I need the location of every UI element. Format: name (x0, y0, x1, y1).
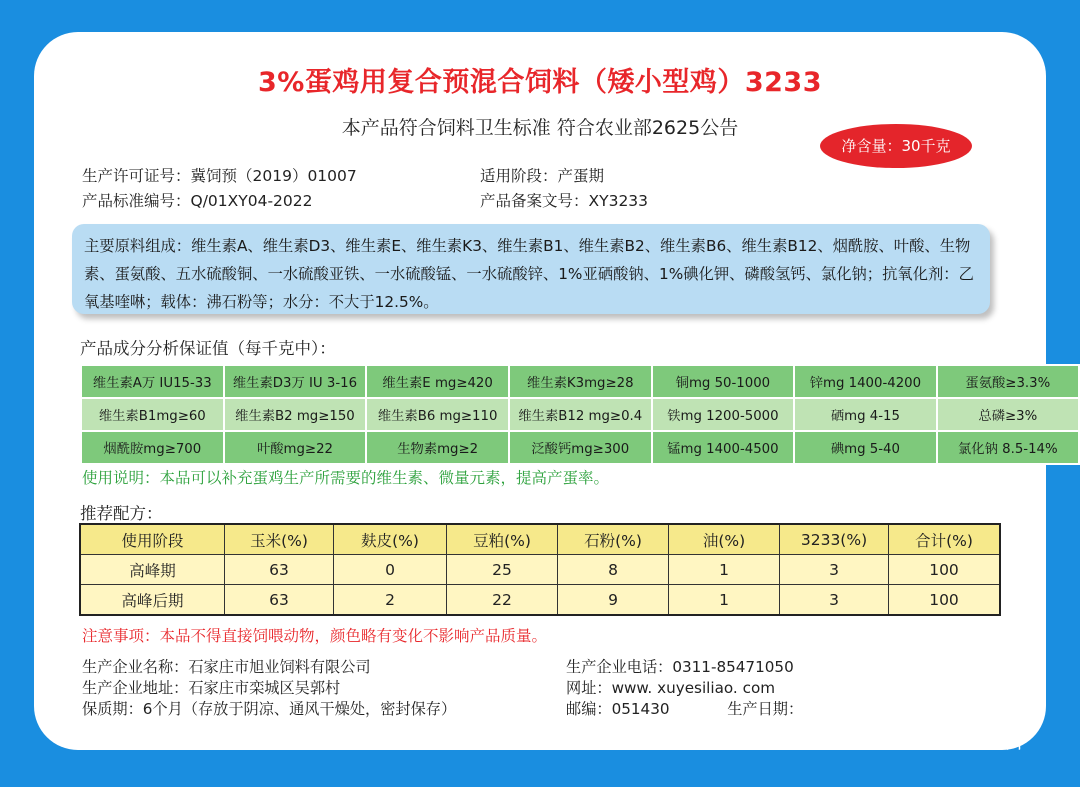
product-subtitle: 本产品符合饲料卫生标准 符合农业部2625公告 (341, 117, 739, 139)
formula-header-cell: 玉米(%) (225, 524, 334, 555)
analysis-row (81, 365, 1079, 398)
analysis-cell: 生物素mg≥2 (366, 431, 509, 464)
postcode-line (566, 699, 803, 720)
formula-header-cell: 3233(%) (780, 524, 889, 555)
formula-cell: 100 (889, 555, 1001, 585)
formula-cell: 9 (558, 585, 669, 616)
production-date: 生产日期： (727, 700, 804, 718)
analysis-cell: 维生素B6 mg≥110 (366, 398, 509, 431)
formula-cell: 22 (447, 585, 558, 616)
formula-row (80, 585, 1000, 616)
formula-cell: 1 (669, 555, 780, 585)
formula-cell: 高峰后期 (80, 585, 225, 616)
analysis-cell: 氯化钠 8.5-14% (937, 431, 1079, 464)
formula-row (80, 555, 1000, 585)
formula-cell: 0 (334, 555, 447, 585)
analysis-cell: 铜mg 50-1000 (652, 365, 795, 398)
shelf-life: 保质期：6个月（存放于阴凉、通风干燥处，密封保存） (82, 700, 457, 718)
analysis-cell: 维生素E mg≥420 (366, 365, 509, 398)
analysis-cell: 维生素B12 mg≥0.4 (509, 398, 652, 431)
analysis-title: 产品成分分析保证值（每千克中）： (80, 339, 336, 358)
company-phone: 生产企业电话：0311-85471050 (566, 658, 794, 676)
formula-cell: 1 (669, 585, 780, 616)
product-title: 3%蛋鸡用复合预混合饲料（矮小型鸡）3233 (258, 67, 822, 98)
analysis-cell: 泛酸钙mg≥300 (509, 431, 652, 464)
caution-notice: 注意事项：本品不得直接饲喂动物，颜色略有变化不影响产品质量。 (82, 627, 548, 645)
analysis-cell: 铁mg 1200-5000 (652, 398, 795, 431)
analysis-row (81, 431, 1079, 464)
watermark (896, 724, 1024, 755)
formula-cell: 3 (780, 585, 889, 616)
formula-cell: 25 (447, 555, 558, 585)
analysis-cell: 硒mg 4-15 (794, 398, 937, 431)
formula-cell: 63 (225, 555, 334, 585)
formula-cell: 2 (334, 585, 447, 616)
analysis-cell: 维生素B2 mg≥150 (224, 398, 367, 431)
formula-header-row (80, 524, 1000, 555)
company-website: 网址：www. xuyesiliao. com (566, 679, 776, 697)
analysis-cell: 维生素B1mg≥60 (81, 398, 224, 431)
wechat-icon (896, 725, 928, 755)
formula-cell: 8 (558, 555, 669, 585)
analysis-row (81, 398, 1079, 431)
license-number: 生产许可证号：冀饲预（2019）01007 (82, 167, 357, 185)
analysis-cell: 维生素A万 IU15-33 (81, 365, 224, 398)
formula-table (79, 523, 1001, 616)
analysis-cell: 叶酸mg≥22 (224, 431, 367, 464)
net-content-badge: 净含量：30千克 (820, 124, 972, 168)
raw-materials-box: 主要原料组成：维生素A、维生素D3、维生素E、维生素K3、维生素B1、维生素B2、维生素B6、维生素B12、烟酰胺、叶酸、生物素、蛋氨酸、五水硫酸铜、一水硫酸亚铁、一水硫酸锰、一水硫酸锌、1%亚硒酸钠、1%碘化钾、磷酸氢钙、氯化钠；抗氧化剂：乙氧基喹啉；载体：沸石粉等；水分：不大于12.5%。 (72, 224, 990, 314)
applicable-stage: 适用阶段：产蛋期 (480, 167, 605, 185)
filing-number: 产品备案文号：XY3233 (480, 192, 649, 210)
analysis-cell: 锌mg 1400-4200 (794, 365, 937, 398)
analysis-cell: 总磷≥3% (937, 398, 1079, 431)
formula-header-cell: 油(%) (669, 524, 780, 555)
analysis-cell: 蛋氨酸≥3.3% (937, 365, 1079, 398)
company-address: 生产企业地址：石家庄市栾城区吴郭村 (82, 679, 341, 697)
standard-number: 产品标准编号：Q/01XY04-2022 (82, 192, 313, 210)
analysis-cell: 烟酰胺mg≥700 (81, 431, 224, 464)
formula-header-cell: 石粉(%) (558, 524, 669, 555)
formula-cell: 高峰期 (80, 555, 225, 585)
formula-header-cell: 麸皮(%) (334, 524, 447, 555)
formula-header-cell: 豆粕(%) (447, 524, 558, 555)
postcode: 邮编：051430 (566, 700, 670, 718)
formula-cell: 63 (225, 585, 334, 616)
footer-left (82, 657, 456, 720)
formula-header-cell: 合计(%) (889, 524, 1001, 555)
formula-header-cell: 使用阶段 (80, 524, 225, 555)
analysis-cell: 锰mg 1400-4500 (652, 431, 795, 464)
analysis-cell: 维生素K3mg≥28 (509, 365, 652, 398)
usage-instructions: 使用说明：本品可以补充蛋鸡生产所需要的维生素、微量元素，提高产蛋率。 (82, 469, 610, 487)
analysis-table (80, 364, 1080, 465)
footer-right (566, 657, 803, 720)
analysis-cell: 碘mg 5-40 (794, 431, 937, 464)
formula-title: 推荐配方： (80, 504, 163, 523)
company-name: 生产企业名称：石家庄市旭业饲料有限公司 (82, 658, 371, 676)
formula-cell: 100 (889, 585, 1001, 616)
analysis-cell: 维生素D3万 IU 3-16 (224, 365, 367, 398)
formula-cell: 3 (780, 555, 889, 585)
watermark-text: 旭业饲料 (936, 729, 1025, 754)
